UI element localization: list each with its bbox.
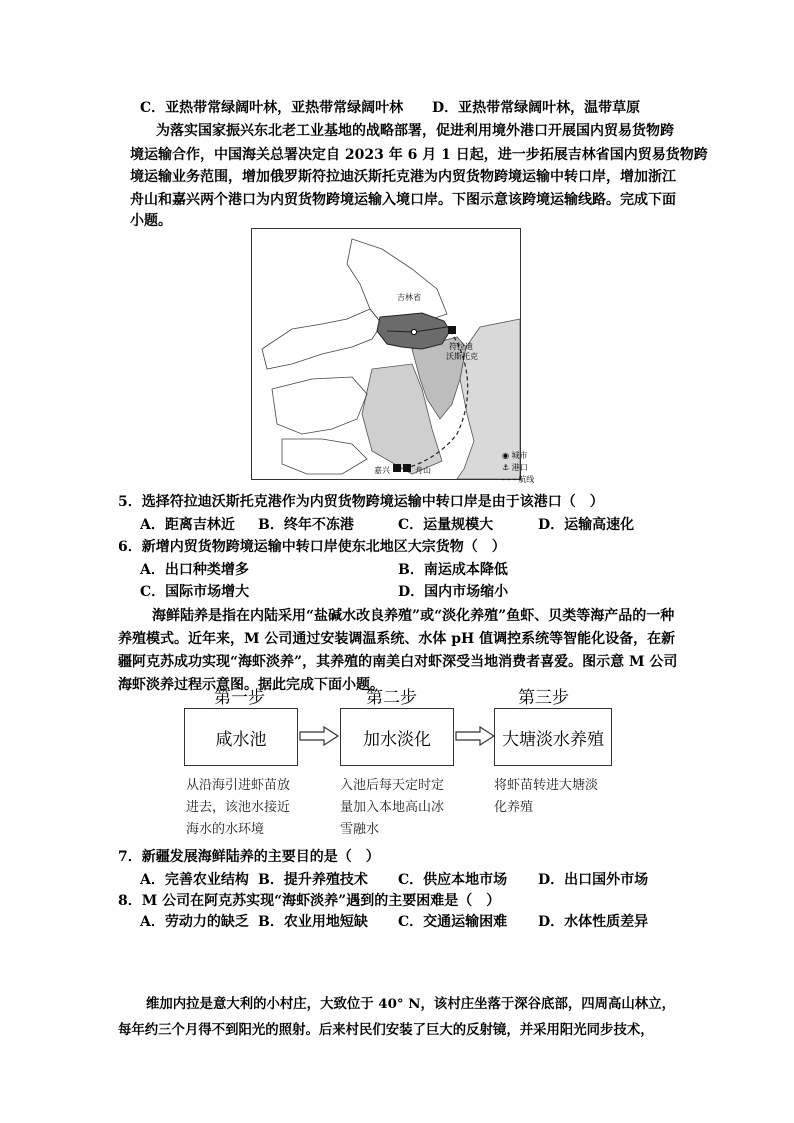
question-7-stem: 7．新疆发展海鲜陆养的主要目的是（ ）: [118, 849, 380, 865]
province-outline: [347, 239, 447, 324]
legend-city: 城市: [511, 451, 528, 460]
passage1-line: 境运输业务范围，增加俄罗斯符拉迪沃斯托克港为内贸货物跨境运输中转口岸，增加浙江: [130, 169, 676, 185]
q6-option-a: A．出口种类增多: [140, 562, 249, 578]
province-outline: [282, 439, 367, 474]
passage1-line: 舟山和嘉兴两个港口为内贸货物跨境运输入境口岸。下图示意该跨境运输线路。完成下面: [130, 192, 676, 208]
passage1-line: 为落实国家振兴东北老工业基地的战略部署，促进利用境外港口开展国内贸易货物跨: [156, 123, 674, 139]
q5-option-c: C．运量规模大: [398, 517, 494, 533]
passage2-line: 海虾淡养过程示意图。据此完成下面小题。: [118, 677, 384, 693]
q5-option-d: D．运输高速化: [538, 517, 635, 533]
map-label-vladivostok: 符拉迪: [449, 342, 473, 351]
flow-desc-line: 将虾苗转进大塘淡: [494, 778, 599, 793]
question-5-stem: 5．选择符拉迪沃斯托克港作为内贸货物跨境运输中转口岸是由于该港口（ ）: [118, 494, 604, 510]
q7-option-d: D．出口国外市场: [538, 872, 649, 888]
city-marker: [411, 329, 416, 334]
flow-box-2-label: 加水淡化: [363, 729, 431, 750]
flow-arrow-icon: [454, 726, 496, 746]
flow-box-1-label: 咸水池: [215, 729, 267, 750]
passage3-line: 每年约三个月得不到阳光的照射。后来村民们安装了巨大的反射镜，并采用阳光同步技术，: [118, 1022, 654, 1038]
flow-step-2-title: 第二步: [366, 688, 417, 708]
q5-option-a: A．距离吉林近: [140, 517, 235, 533]
province-outline: [262, 309, 382, 369]
flow-desc-line: 从沿海引进虾苗放: [186, 778, 291, 793]
q8-option-c: C．交通运输困难: [398, 914, 508, 930]
passage2-line: 疆阿克苏成功实现“海虾淡养”，其养殖的南美白对虾深受当地消费者喜爱。图示意 M 公司: [118, 654, 678, 670]
map-legend: [502, 450, 534, 486]
q7-option-b: B．提升养殖技术: [258, 872, 368, 888]
passage3-line: 维加内拉是意大利的小村庄，大致位于 40° N，该村庄坐落于深谷底部，四周高山林立，: [146, 996, 675, 1012]
flow-step-1-desc: [186, 775, 290, 841]
passage2-line: 养殖模式。近年来，M 公司通过安装调温系统、水体 pH 值调控系统等智能化设备，在新: [118, 631, 676, 647]
anchor-icon: [403, 464, 411, 472]
q5-option-b: B．终年不冻港: [258, 517, 354, 533]
map-label-jiaxing: 嘉兴: [374, 466, 390, 475]
question-8-stem: 8．M 公司在阿克苏实现“海虾淡养”遇到的主要困难是（ ）: [118, 893, 501, 909]
flow-desc-line: 进去，该池水接近: [186, 800, 291, 815]
flow-desc-line: 海水的水环境: [186, 822, 265, 837]
flow-box-1: [184, 708, 298, 766]
map-label-vladivostok: 沃斯托克: [446, 352, 478, 361]
flow-box-2: [340, 708, 454, 766]
q7-option-c: C．供应本地市场: [398, 872, 508, 888]
flow-step-1-title: 第一步: [214, 688, 265, 708]
question-6-stem: 6．新增内贸货物跨境运输中转口岸使东北地区大宗货物（ ）: [118, 539, 506, 555]
q8-option-d: D．水体性质差异: [538, 914, 649, 930]
route-map-svg: [252, 229, 520, 479]
flow-arrow-icon: [298, 726, 340, 746]
anchor-icon: ⚓: [502, 463, 510, 472]
route-map: [251, 228, 521, 480]
legend-port: 港口: [511, 463, 528, 472]
q6-option-c: C．国际市场增大: [140, 584, 250, 600]
q8-option-b: B．农业用地短缺: [258, 914, 368, 930]
map-label-jilin: 吉林省: [397, 293, 421, 302]
prev-option-d: D．亚热带常绿阔叶林，温带草原: [432, 100, 641, 116]
passage1-line: 小题。: [130, 213, 172, 229]
city-icon: ◉: [502, 451, 509, 460]
flow-step-2-desc: [340, 775, 444, 841]
q6-option-b: B．南运成本降低: [398, 562, 508, 578]
flow-desc-line: 入池后每天定时定: [340, 778, 445, 793]
q6-option-d: D．国内市场缩小: [398, 584, 509, 600]
prev-option-c: C．亚热带常绿阔叶林，亚热带常绿阔叶林: [140, 100, 404, 116]
anchor-icon: [448, 326, 456, 334]
q7-option-a: A．完善农业结构: [140, 872, 249, 888]
q8-option-a: A．劳动力的缺乏: [140, 914, 249, 930]
map-label-zhoushan: 舟山: [415, 466, 431, 475]
flow-box-3: [494, 708, 612, 766]
flow-desc-line: 雪融水: [340, 822, 380, 837]
flow-box-3-label: 大塘淡水养殖: [502, 729, 604, 750]
dash-line-icon: - - -: [502, 475, 516, 484]
anchor-icon: [393, 464, 401, 472]
flow-step-3-title: 第三步: [518, 688, 569, 708]
legend-route: 航线: [518, 475, 535, 484]
province-outline: [272, 377, 367, 434]
flow-desc-line: 量加入本地高山冰: [340, 800, 445, 815]
passage1-line: 境运输合作，中国海关总署决定自 2023 年 6 月 1 日起，进一步拓展吉林省国内贸易货物跨: [130, 147, 708, 163]
flow-step-3-desc: [494, 775, 598, 819]
flow-desc-line: 化养殖: [494, 800, 534, 815]
passage2-line: 海鲜陆养是指在内陆采用“盐碱水改良养殖”或“淡化养殖”鱼虾、贝类等海产品的一种: [152, 608, 675, 624]
